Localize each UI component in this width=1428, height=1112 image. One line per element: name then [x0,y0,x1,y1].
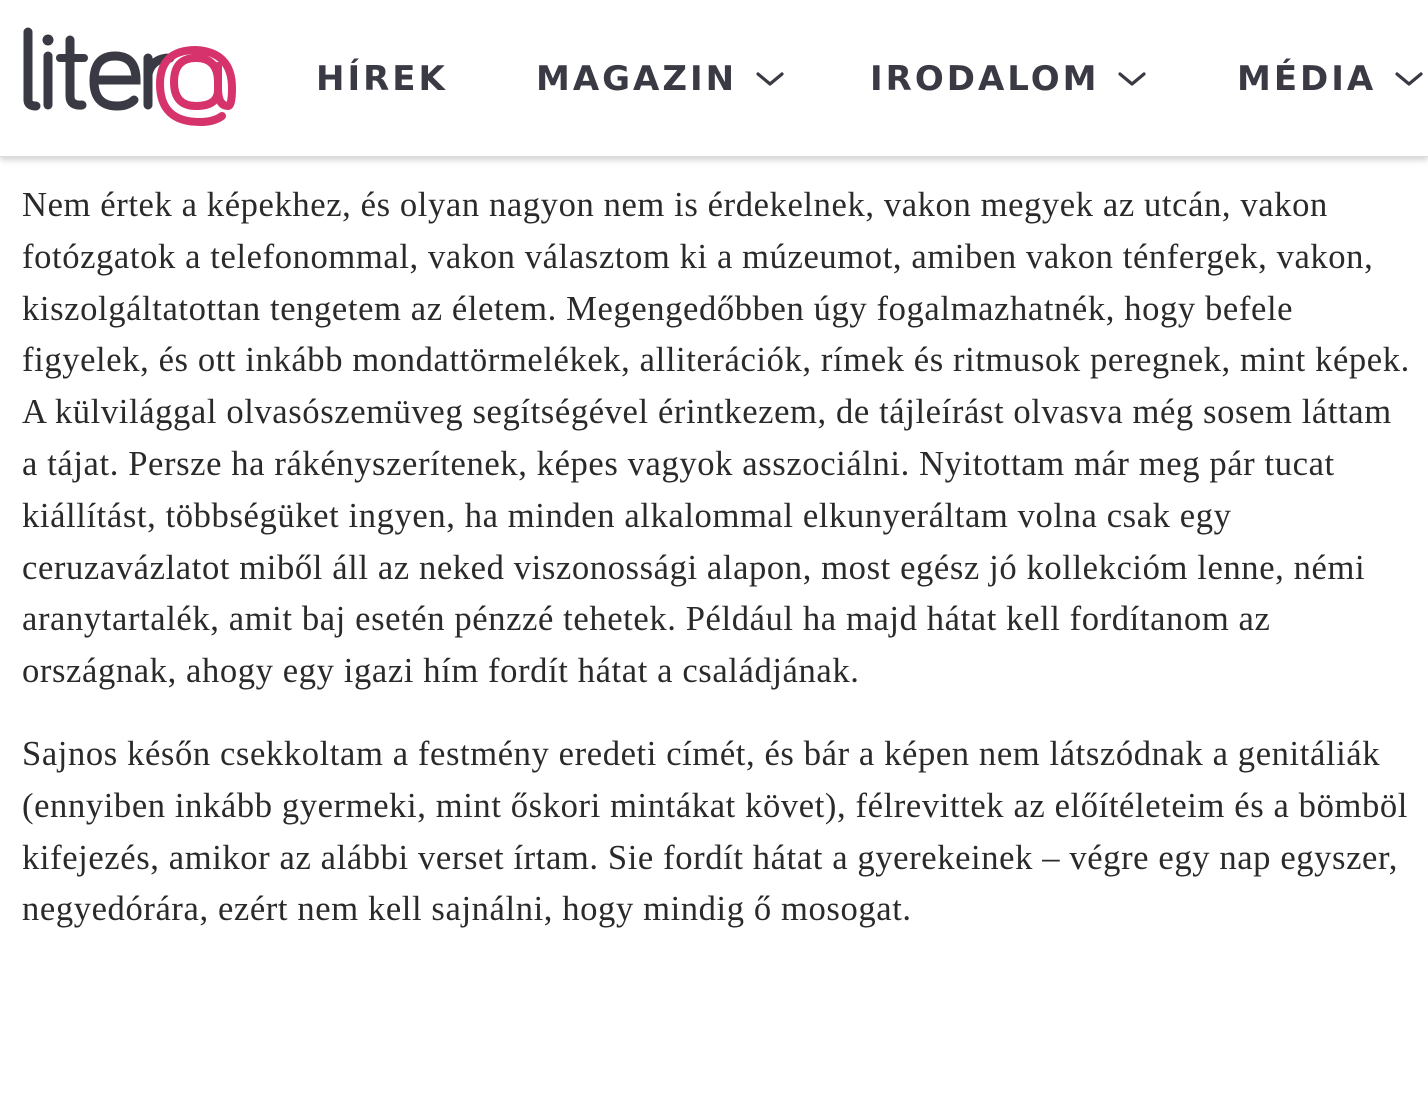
article-body [22,180,1412,936]
nav-item-magazin[interactable] [536,56,785,102]
chevron-down-icon [1394,69,1424,89]
litera-logo[interactable] [18,18,240,130]
nav-item-label: MAGAZIN [536,59,738,99]
nav-item-hirek[interactable] [316,56,448,102]
site-header [0,0,1428,157]
chevron-down-icon [1117,69,1147,89]
litera-logo-icon [18,18,240,130]
nav-item-label: MÉDIA [1237,59,1377,99]
nav-item-media[interactable] [1237,56,1424,102]
nav-item-label: IRODALOM [870,59,1100,99]
article-paragraph: Nem értek a képekhez, és olyan nagyon nem is érdekelnek, vakon megyek az utcán, vakon fotózgatok a telefonommal, vakon választom ki a múzeumot, amiben vakon ténfergek, vakon, kiszolgáltatottan tengetem az életem. Megengedőbben úgy fogalmazhatnék, hogy befele figyelek, és ott inkább mondattörmelékek, alliterációk, rímek és ritmusok peregnek, mint képek. A külvilággal olvasószemüveg segítségével érintkezem, de tájleírást olvasva még sosem láttam a tájat. Persze ha rákényszerítenek, képes vagyok asszociálni. Nyitottam már meg pár tucat kiállítást, többségüket ingyen, ha minden alkalommal elkunyeráltam volna csak egy ceruzavázlatot miből áll az neked viszonossági alapon, most egész jó kollekcióm lenne, némi aranytartalék, amit baj esetén pénzzé tehetek. Például ha majd hátat kell fordítanom az országnak, ahogy egy igazi hím fordít hátat a családjának. [22,186,1410,691]
nav-item-irodalom[interactable] [870,56,1147,102]
chevron-down-icon [755,69,785,89]
nav-item-label: HÍREK [316,59,448,99]
article-paragraph: Sajnos későn csekkoltam a festmény eredeti címét, és bár a képen nem látszódnak a genitáliák (ennyiben inkább gyermeki, mint őskori mintákat követ), félrevittek az előítéleteim és a bömböl kifejezés, amikor az alábbi verset írtam. Sie fordít hátat a gyerekeinek – végre egy nap egyszer, negyedórára, ezért nem kell sajnálni, hogy mindig ő mosogat. [22,734,1408,929]
